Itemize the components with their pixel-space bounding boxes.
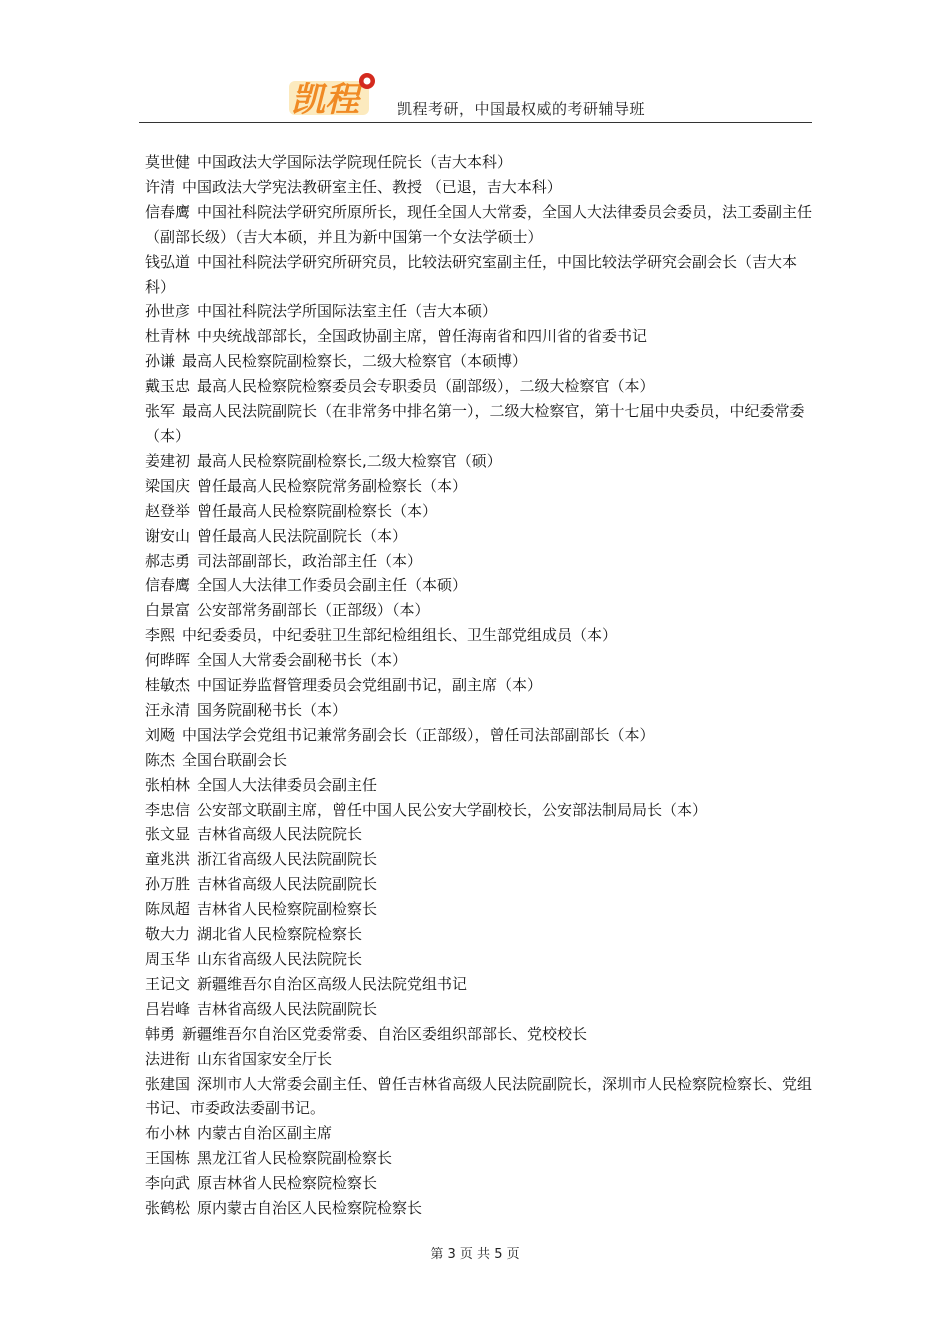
- alumni-description: 曾任最高人民法院副院长（本）: [197, 526, 408, 545]
- alumni-entry: [145, 922, 815, 947]
- alumni-description: 中纪委委员，中纪委驻卫生部纪检组组长、卫生部党组成员（本）: [182, 626, 618, 645]
- alumni-name: 许清: [145, 177, 176, 196]
- alumni-name: 谢安山: [145, 526, 191, 545]
- alumni-description: 新疆维吾尔自治区高级人民法院党组书记: [197, 974, 468, 993]
- alumni-name: 张柏林: [145, 775, 191, 794]
- alumni-entry: [145, 1121, 815, 1146]
- alumni-description: 山东省国家安全厅长: [197, 1049, 333, 1068]
- alumni-name: 信春鹰: [145, 576, 191, 595]
- alumni-entry: [145, 773, 815, 798]
- alumni-entry: [145, 250, 815, 300]
- alumni-description: 全国人大法律委员会副主任: [197, 775, 378, 794]
- alumni-description: 新疆维吾尔自治区党委常委、自治区委组织部部长、党校校长: [182, 1024, 588, 1043]
- alumni-name: 陈凤超: [145, 900, 191, 919]
- kaicheng-logo: [287, 67, 379, 117]
- alumni-entry: [145, 150, 815, 175]
- alumni-description: 最高人民法院副院长（在非常务中排名第一），二级大检察官，第十七届中央委员，中纪委常委（本）: [145, 402, 805, 445]
- alumni-entry: [145, 499, 815, 524]
- alumni-description: 全国人大法律工作委员会副主任（本硕）: [197, 576, 468, 595]
- alumni-entry: [145, 449, 815, 474]
- alumni-entry: [145, 200, 815, 250]
- alumni-entry: [145, 399, 815, 449]
- alumni-list: [145, 150, 815, 1221]
- alumni-name: 童兆洪: [145, 850, 191, 869]
- alumni-description: 中国社科院法学研究所原所长，现任全国人大常委，全国人大法律委员会委员，法工委副主任（副部长级）（吉大本硕，并且为新中国第一个女法学硕士）: [145, 202, 813, 246]
- page-header: [139, 62, 812, 124]
- alumni-entry: [145, 349, 815, 374]
- alumni-name: 布小林: [145, 1124, 191, 1143]
- alumni-name: 李熙: [145, 626, 176, 645]
- alumni-description: 中央统战部部长，全国政协副主席，曾任海南省和四川省的省委书记: [197, 327, 648, 346]
- alumni-entry: [145, 573, 815, 598]
- alumni-entry: [145, 374, 815, 399]
- alumni-description: 司法部副部长，政治部主任（本）: [197, 551, 423, 570]
- alumni-name: 吕岩峰: [145, 999, 191, 1018]
- alumni-entry: [145, 299, 815, 324]
- alumni-name: 郝志勇: [145, 551, 191, 570]
- alumni-description: 中国社科院法学研究所研究员，比较法研究室副主任，中国比较法学研究会副会长（吉大本科）: [145, 252, 798, 296]
- alumni-name: 钱弘道: [145, 252, 191, 271]
- alumni-description: 山东省高级人民法院院长: [197, 950, 363, 968]
- alumni-description: 最高人民检察院副检察长,二级大检察官（硕）: [197, 451, 502, 470]
- alumni-description: 公安部文联副主席，曾任中国人民公安大学副校长，公安部法制局局长（本）: [197, 800, 708, 819]
- alumni-description: 深圳市人大常委会副主任、曾任吉林省高级人民法院副院长，深圳市人民检察院检察长、党组书记、市委政法委副书记。: [145, 1074, 813, 1118]
- alumni-description: 黑龙江省人民检察院副检察长: [197, 1149, 393, 1168]
- alumni-entry: [145, 1022, 815, 1047]
- alumni-description: 曾任最高人民检察院常务副检察长（本）: [197, 476, 468, 495]
- alumni-description: 曾任最高人民检察院副检察长（本）: [197, 501, 438, 520]
- alumni-entry: [145, 1047, 815, 1072]
- alumni-description: 最高人民检察院副检察长，二级大检察官（本硕博）: [182, 352, 528, 371]
- alumni-entry: [145, 748, 815, 773]
- alumni-name: 孙谦: [145, 352, 176, 371]
- alumni-description: 全国台联副会长: [182, 750, 288, 769]
- alumni-entry: [145, 1146, 815, 1171]
- alumni-description: 全国人大常委会副秘书长（本）: [197, 651, 408, 670]
- alumni-name: 李忠信: [145, 800, 191, 819]
- alumni-name: 戴玉忠: [145, 377, 191, 396]
- alumni-name: 法进衔: [145, 1049, 191, 1068]
- alumni-description: 吉林省高级人民法院院长: [197, 825, 363, 844]
- alumni-name: 王记文: [145, 974, 191, 993]
- alumni-description: 公安部常务副部长（正部级）（本）: [197, 601, 430, 620]
- alumni-description: 中国证券监督管理委员会党组副书记，副主席（本）: [197, 676, 543, 695]
- alumni-entry: [145, 822, 815, 847]
- alumni-name: 张建国: [145, 1074, 191, 1093]
- alumni-entry: [145, 524, 815, 549]
- alumni-entry: [145, 972, 815, 997]
- alumni-name: 周玉华: [145, 950, 191, 968]
- alumni-description: 原吉林省人民检察院检察长: [197, 1174, 378, 1193]
- alumni-name: 韩勇: [145, 1024, 176, 1043]
- alumni-name: 姜建初: [145, 451, 191, 470]
- page-number: 第 3 页 共 5 页: [430, 1247, 520, 1262]
- alumni-name: 梁国庆: [145, 476, 191, 495]
- alumni-name: 张军: [145, 402, 176, 421]
- alumni-entry: [145, 549, 815, 574]
- alumni-entry: [145, 1196, 815, 1221]
- alumni-description: 湖北省人民检察院检察长: [197, 925, 363, 944]
- alumni-name: 桂敏杰: [145, 676, 191, 695]
- alumni-entry: [145, 598, 815, 623]
- alumni-name: 王国栋: [145, 1149, 191, 1168]
- alumni-entry: [145, 698, 815, 723]
- alumni-entry: [145, 872, 815, 897]
- alumni-description: 原内蒙古自治区人民检察院检察长: [197, 1199, 423, 1218]
- alumni-name: 信春鹰: [145, 202, 191, 221]
- alumni-description: 吉林省高级人民法院副院长: [197, 999, 378, 1018]
- alumni-name: 刘飏: [145, 725, 176, 744]
- alumni-description: 中国法学会党组书记兼常务副会长（正部级），曾任司法部副部长（本）: [182, 725, 655, 744]
- alumni-name: 孙万胜: [145, 875, 191, 894]
- alumni-name: 汪永清: [145, 700, 191, 719]
- alumni-name: 陈杰: [145, 750, 176, 769]
- alumni-description: 国务院副秘书长（本）: [197, 700, 348, 719]
- alumni-name: 何晔晖: [145, 651, 191, 670]
- alumni-description: 吉林省人民检察院副检察长: [197, 900, 378, 919]
- alumni-entry: [145, 1072, 815, 1122]
- alumni-description: 最高人民检察院检察委员会专职委员（副部级），二级大检察官（本）: [197, 377, 655, 396]
- header-divider: [139, 122, 812, 123]
- alumni-name: 孙世彦: [145, 302, 191, 321]
- alumni-name: 张文显: [145, 825, 191, 844]
- alumni-name: 张鹤松: [145, 1199, 191, 1218]
- alumni-description: 内蒙古自治区副主席: [197, 1124, 333, 1143]
- alumni-entry: [145, 897, 815, 922]
- alumni-description: 吉林省高级人民法院副院长: [197, 875, 378, 894]
- alumni-entry: [145, 673, 815, 698]
- alumni-entry: [145, 623, 815, 648]
- alumni-entry: [145, 847, 815, 872]
- alumni-entry: [145, 1171, 815, 1196]
- svg-text:凯程: 凯程: [291, 80, 359, 117]
- alumni-description: 中国政法大学国际法学院现任院长（吉大本科）: [197, 153, 513, 171]
- alumni-entry: [145, 648, 815, 673]
- alumni-entry: [145, 997, 815, 1022]
- header-slogan: 凯程考研，中国最权威的考研辅导班: [397, 100, 646, 118]
- alumni-entry: [145, 947, 815, 972]
- alumni-description: 中国政法大学宪法教研室主任、教授 （已退，吉大本科）: [182, 177, 562, 196]
- alumni-entry: [145, 474, 815, 499]
- alumni-name: 李向武: [145, 1174, 191, 1193]
- alumni-name: 杜青林: [145, 327, 191, 346]
- alumni-name: 白景富: [145, 601, 191, 620]
- alumni-entry: [145, 175, 815, 200]
- alumni-name: 赵登举: [145, 501, 191, 520]
- alumni-entry: [145, 798, 815, 823]
- alumni-description: 浙江省高级人民法院副院长: [197, 850, 378, 869]
- alumni-description: 中国社科院法学所国际法室主任（吉大本硕）: [197, 302, 498, 321]
- alumni-name: 敬大力: [145, 925, 191, 944]
- alumni-entry: [145, 723, 815, 748]
- alumni-entry: [145, 324, 815, 349]
- alumni-name: 莫世健: [145, 153, 191, 171]
